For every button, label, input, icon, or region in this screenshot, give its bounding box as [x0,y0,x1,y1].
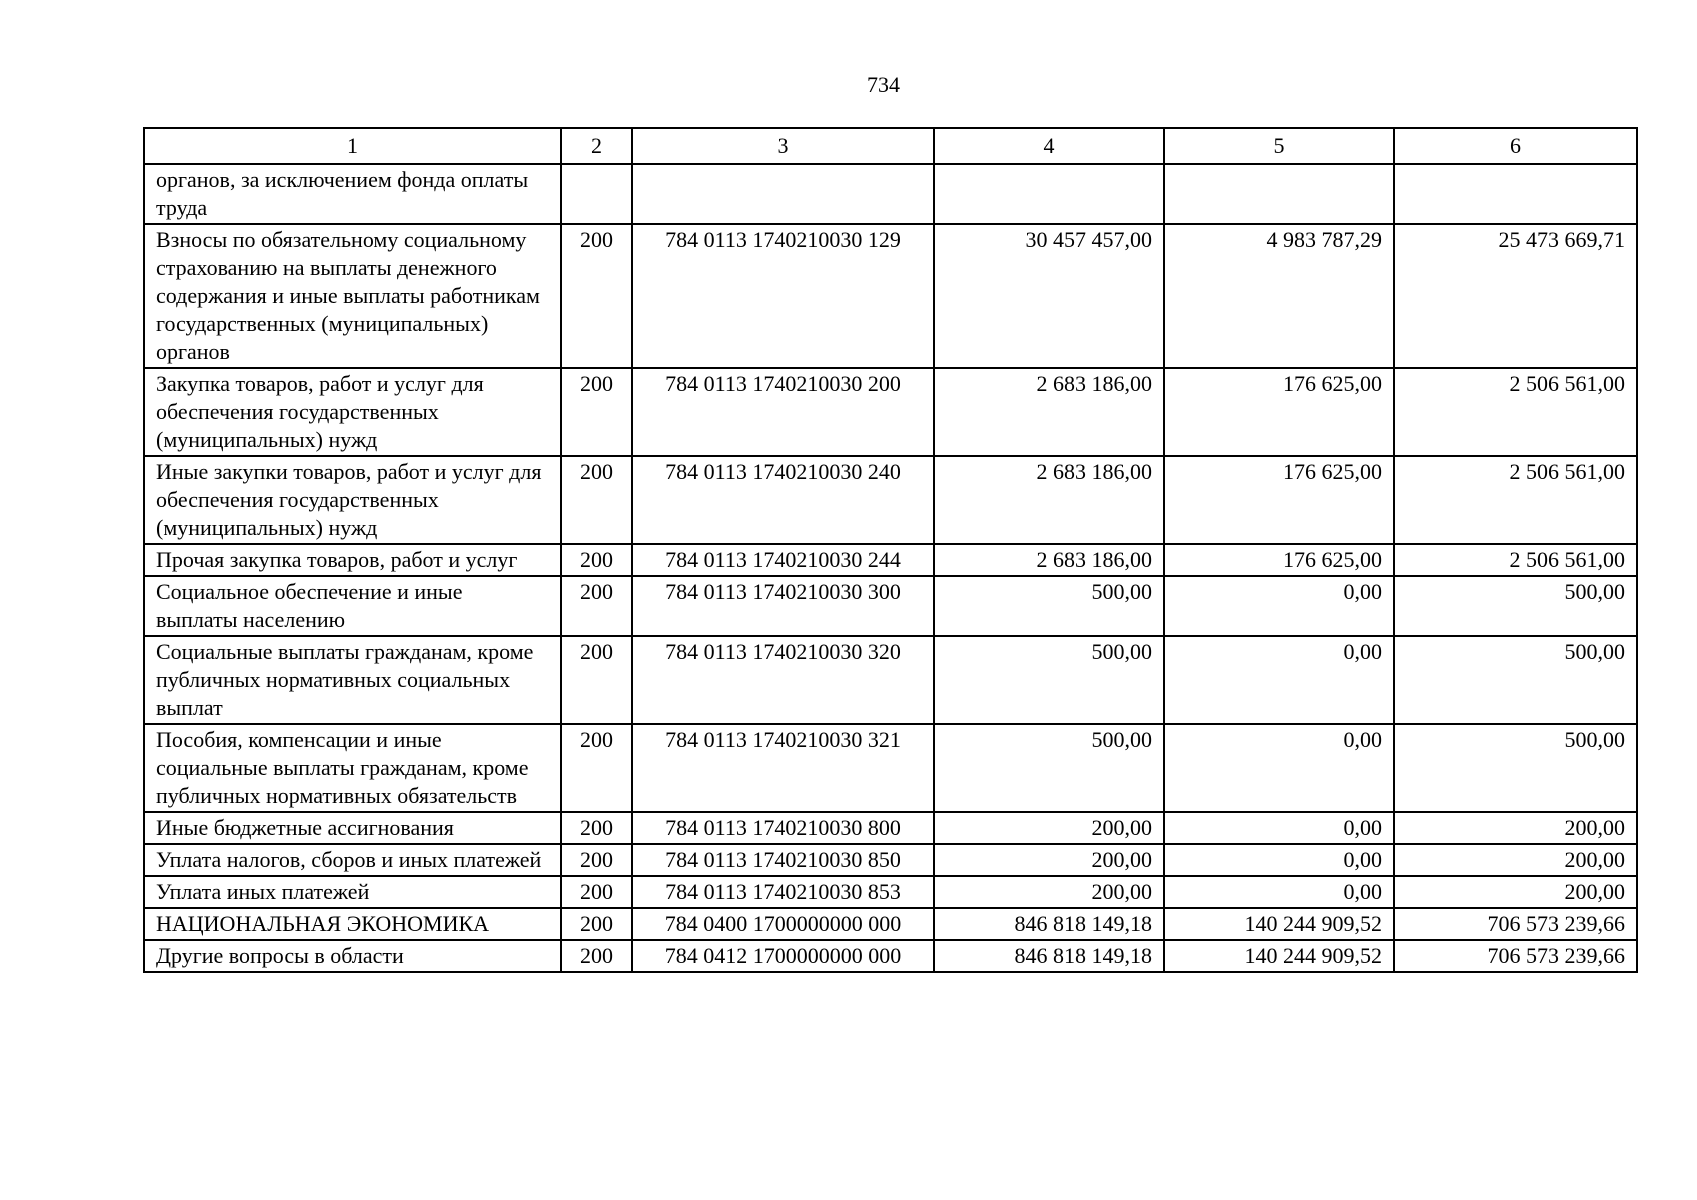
approved-cell: 2 683 186,00 [934,368,1164,456]
executed-cell: 140 244 909,52 [1164,940,1394,972]
unexecuted-cell: 706 573 239,66 [1394,940,1637,972]
row-name-cell: Закупка товаров, работ и услуг для обеспечения государственных (муниципальных) нужд [144,368,561,456]
approved-cell: 500,00 [934,724,1164,812]
row-name-cell: Пособия, компенсации и иные социальные выплаты гражданам, кроме публичных нормативных обязательств [144,724,561,812]
unexecuted-cell: 25 473 669,71 [1394,224,1637,368]
executed-cell: 140 244 909,52 [1164,908,1394,940]
approved-cell: 2 683 186,00 [934,456,1164,544]
budget-code-cell: 784 0113 1740210030 800 [632,812,934,844]
column-header: 1 [144,128,561,164]
approved-cell: 30 457 457,00 [934,224,1164,368]
row-name-cell: Прочая закупка товаров, работ и услуг [144,544,561,576]
line-code-cell: 200 [561,456,632,544]
column-header: 6 [1394,128,1637,164]
column-header: 4 [934,128,1164,164]
unexecuted-cell [1394,164,1637,224]
unexecuted-cell: 500,00 [1394,636,1637,724]
table-row [144,224,1637,368]
budget-code-cell: 784 0113 1740210030 244 [632,544,934,576]
column-header: 3 [632,128,934,164]
executed-cell [1164,164,1394,224]
approved-cell: 200,00 [934,844,1164,876]
line-code-cell: 200 [561,908,632,940]
executed-cell: 4 983 787,29 [1164,224,1394,368]
budget-code-cell [632,164,934,224]
approved-cell: 200,00 [934,876,1164,908]
line-code-cell: 200 [561,576,632,636]
executed-cell: 176 625,00 [1164,544,1394,576]
row-name-cell: Уплата иных платежей [144,876,561,908]
row-name-cell: Социальные выплаты гражданам, кроме публичных нормативных социальных выплат [144,636,561,724]
budget-code-cell: 784 0113 1740210030 853 [632,876,934,908]
row-name-cell: Иные закупки товаров, работ и услуг для обеспечения государственных (муниципальных) нужд [144,456,561,544]
table-row [144,164,1637,224]
approved-cell: 846 818 149,18 [934,908,1164,940]
row-name-cell: Иные бюджетные ассигнования [144,812,561,844]
approved-cell: 500,00 [934,636,1164,724]
budget-code-cell: 784 0113 1740210030 320 [632,636,934,724]
approved-cell [934,164,1164,224]
executed-cell: 176 625,00 [1164,456,1394,544]
table-row [144,908,1637,940]
budget-code-cell: 784 0412 1700000000 000 [632,940,934,972]
table-row [144,844,1637,876]
executed-cell: 0,00 [1164,844,1394,876]
column-header: 2 [561,128,632,164]
line-code-cell [561,164,632,224]
column-number-row [144,128,1637,164]
table-row [144,368,1637,456]
row-name-cell: Социальное обеспечение и иные выплаты населению [144,576,561,636]
approved-cell: 846 818 149,18 [934,940,1164,972]
budget-execution-table [143,127,1638,973]
line-code-cell: 200 [561,724,632,812]
budget-code-cell: 784 0400 1700000000 000 [632,908,934,940]
approved-cell: 200,00 [934,812,1164,844]
line-code-cell: 200 [561,368,632,456]
approved-cell: 2 683 186,00 [934,544,1164,576]
table-row [144,576,1637,636]
unexecuted-cell: 500,00 [1394,576,1637,636]
table-row [144,636,1637,724]
line-code-cell: 200 [561,844,632,876]
page-number: 734 [867,72,900,97]
line-code-cell: 200 [561,812,632,844]
line-code-cell: 200 [561,876,632,908]
executed-cell: 0,00 [1164,812,1394,844]
budget-code-cell: 784 0113 1740210030 129 [632,224,934,368]
table-row [144,876,1637,908]
unexecuted-cell: 706 573 239,66 [1394,908,1637,940]
unexecuted-cell: 200,00 [1394,812,1637,844]
budget-code-cell: 784 0113 1740210030 850 [632,844,934,876]
unexecuted-cell: 200,00 [1394,876,1637,908]
line-code-cell: 200 [561,940,632,972]
column-header: 5 [1164,128,1394,164]
budget-code-cell: 784 0113 1740210030 321 [632,724,934,812]
unexecuted-cell: 2 506 561,00 [1394,368,1637,456]
budget-code-cell: 784 0113 1740210030 200 [632,368,934,456]
unexecuted-cell: 2 506 561,00 [1394,544,1637,576]
table-row [144,724,1637,812]
table-row [144,544,1637,576]
executed-cell: 0,00 [1164,576,1394,636]
executed-cell: 0,00 [1164,636,1394,724]
row-name-cell: Уплата налогов, сборов и иных платежей [144,844,561,876]
unexecuted-cell: 200,00 [1394,844,1637,876]
row-name-cell: органов, за исключением фонда оплаты труда [144,164,561,224]
unexecuted-cell: 500,00 [1394,724,1637,812]
table-row [144,812,1637,844]
row-name-cell: НАЦИОНАЛЬНАЯ ЭКОНОМИКА [144,908,561,940]
row-name-cell: Взносы по обязательному социальному страхованию на выплаты денежного содержания и иные выплаты работникам государственных (муниципальных) органов [144,224,561,368]
unexecuted-cell: 2 506 561,00 [1394,456,1637,544]
line-code-cell: 200 [561,636,632,724]
executed-cell: 176 625,00 [1164,368,1394,456]
budget-code-cell: 784 0113 1740210030 300 [632,576,934,636]
row-name-cell: Другие вопросы в области [144,940,561,972]
table-row [144,456,1637,544]
line-code-cell: 200 [561,224,632,368]
line-code-cell: 200 [561,544,632,576]
budget-code-cell: 784 0113 1740210030 240 [632,456,934,544]
executed-cell: 0,00 [1164,876,1394,908]
approved-cell: 500,00 [934,576,1164,636]
table-row [144,940,1637,972]
executed-cell: 0,00 [1164,724,1394,812]
